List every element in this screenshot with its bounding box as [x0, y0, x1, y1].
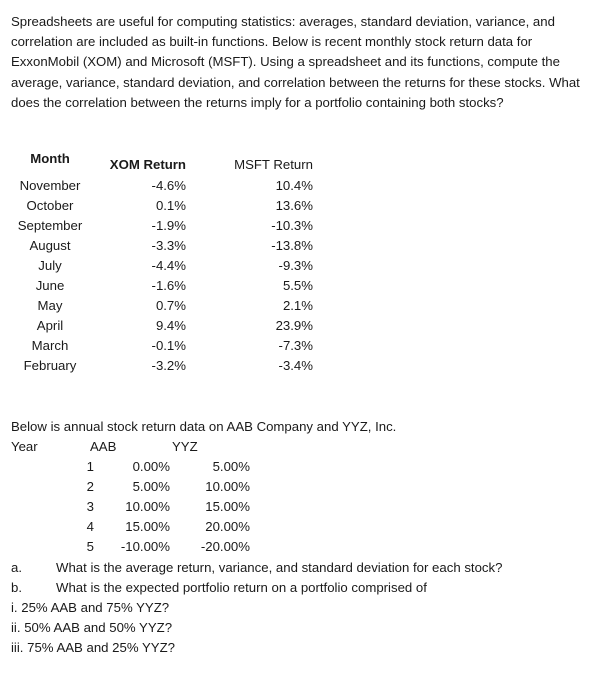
xom-cell: -4.4% — [151, 258, 186, 273]
yyz-cell: 15.00% — [205, 499, 250, 514]
xom-cell: -0.1% — [151, 338, 186, 353]
xom-cell: 0.7% — [155, 298, 186, 313]
aab-cell: -10.00% — [120, 539, 170, 554]
xom-cell: -1.9% — [151, 218, 186, 233]
xom-cell: 0.1% — [155, 198, 186, 213]
sub-question-iii: iii. 75% AAB and 25% YYZ? — [11, 640, 175, 655]
yyz-cell: 20.00% — [205, 519, 250, 534]
question-a-text: What is the average return, variance, and standard deviation for each stock? — [56, 560, 503, 575]
aab-cell: 0.00% — [132, 459, 170, 474]
year-cell: 2 — [86, 479, 94, 494]
year-cell: 4 — [86, 519, 94, 534]
year-header: Year — [11, 439, 38, 454]
yyz-cell: 10.00% — [205, 479, 250, 494]
xom-cell: -3.3% — [151, 238, 186, 253]
intro-paragraph: Spreadsheets are useful for computing statistics: averages, standard deviation, variance, and correlation are included as built-in functions. Below is recent monthly stock return data for ExxonMobil (XOM) and Microsoft (MSFT). Using a spreadsheet and its functions, compute the average, variance, standard deviation, and correlation between the returns for these stocks. What does the correlation between the returns imply for a portfolio containing both stocks? — [11, 14, 580, 110]
month-cell: March — [31, 338, 69, 353]
msft-cell: 23.9% — [275, 318, 313, 333]
month-cell: April — [36, 318, 64, 333]
msft-cell: -9.3% — [278, 258, 313, 273]
msft-cell: -10.3% — [271, 218, 313, 233]
xom-cell: -4.6% — [151, 178, 186, 193]
xom-cell: -1.6% — [151, 278, 186, 293]
yyz-cell: 5.00% — [212, 459, 250, 474]
msft-cell: -13.8% — [271, 238, 313, 253]
question-b-label: b. — [11, 580, 22, 595]
yyz-header: YYZ — [172, 439, 198, 454]
xom-cell: 9.4% — [155, 318, 186, 333]
xom-cell: -3.2% — [151, 358, 186, 373]
yyz-cell: -20.00% — [200, 539, 250, 554]
month-cell: September — [17, 218, 83, 233]
question-b-text: What is the expected portfolio return on a portfolio comprised of — [56, 580, 427, 595]
xom-header: XOM Return — [109, 157, 186, 172]
msft-cell: 2.1% — [282, 298, 313, 313]
month-cell: May — [37, 298, 63, 313]
month-cell: February — [23, 358, 77, 373]
sub-question-i: i. 25% AAB and 75% YYZ? — [11, 600, 170, 615]
sub-question-ii: ii. 50% AAB and 50% YYZ? — [11, 620, 173, 635]
msft-cell: 13.6% — [275, 198, 313, 213]
msft-header: MSFT Return — [234, 157, 313, 172]
year-cell: 5 — [86, 539, 94, 554]
year-cell: 3 — [86, 499, 94, 514]
question-a-label: a. — [11, 560, 22, 575]
month-cell: October — [26, 198, 74, 213]
annual-data-intro: Below is annual stock return data on AAB Company and YYZ, Inc. — [11, 419, 397, 434]
year-cell: 1 — [86, 459, 94, 474]
month-header: Month — [30, 151, 70, 166]
aab-cell: 10.00% — [125, 499, 170, 514]
aab-header: AAB — [90, 439, 117, 454]
month-cell: July — [38, 258, 62, 273]
aab-cell: 5.00% — [132, 479, 170, 494]
month-cell: August — [29, 238, 71, 253]
month-cell: June — [35, 278, 65, 293]
msft-cell: 10.4% — [275, 178, 313, 193]
aab-cell: 15.00% — [125, 519, 170, 534]
msft-cell: -3.4% — [278, 358, 313, 373]
month-cell: November — [19, 178, 81, 193]
msft-cell: -7.3% — [278, 338, 313, 353]
msft-cell: 5.5% — [282, 278, 313, 293]
